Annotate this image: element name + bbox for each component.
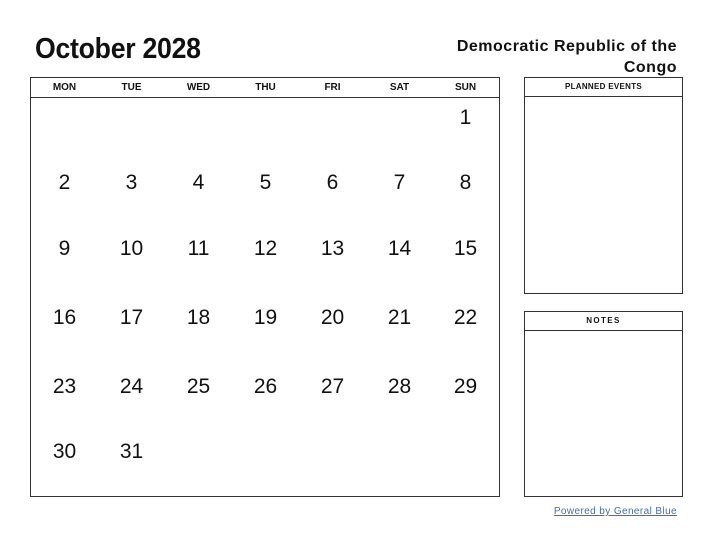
notes-header: NOTES <box>525 312 682 331</box>
day-cell: 8 <box>459 171 472 194</box>
day-cell: 20 <box>320 306 345 329</box>
day-cell: 30 <box>52 440 77 463</box>
weekday-sun: SUN <box>454 82 477 93</box>
day-cell: 5 <box>259 171 272 194</box>
day-cell: 9 <box>58 237 71 260</box>
day-cell: 25 <box>186 375 211 398</box>
day-cell: 21 <box>387 306 412 329</box>
weekday-fri: FRI <box>324 82 341 93</box>
day-cell: 19 <box>253 306 278 329</box>
day-cell: 16 <box>52 306 77 329</box>
country-name: Democratic Republic of the Congo <box>456 38 677 76</box>
day-cell: 26 <box>253 375 278 398</box>
day-cell: 24 <box>119 375 144 398</box>
weekday-sat: SAT <box>389 82 410 93</box>
weekday-tue: TUE <box>121 82 142 93</box>
day-cell: 27 <box>320 375 345 398</box>
day-cell: 4 <box>192 171 205 194</box>
day-cell: 17 <box>119 306 144 329</box>
day-cell: 6 <box>326 171 339 194</box>
day-cell: 7 <box>393 171 406 194</box>
weekday-wed: WED <box>186 82 211 93</box>
day-cell: 31 <box>119 440 144 463</box>
day-cell: 14 <box>387 237 412 260</box>
notes-panel <box>524 311 683 497</box>
day-cell: 23 <box>52 375 77 398</box>
calendar-title: October 2028 <box>35 33 201 65</box>
weekday-thu: THU <box>255 82 276 93</box>
day-cell: 18 <box>186 306 211 329</box>
day-cell: 13 <box>320 237 345 260</box>
day-cell: 3 <box>125 171 138 194</box>
day-cell: 10 <box>119 237 144 260</box>
day-cell: 15 <box>453 237 478 260</box>
day-cell: 1 <box>459 106 472 129</box>
powered-by-link[interactable]: Powered by General Blue <box>553 506 677 517</box>
day-cell: 22 <box>453 306 478 329</box>
day-cell: 29 <box>453 375 478 398</box>
day-cell: 12 <box>253 237 278 260</box>
calendar-grid <box>30 77 500 497</box>
planned-events-panel <box>524 77 683 294</box>
day-cell: 28 <box>387 375 412 398</box>
day-cell: 11 <box>187 237 210 260</box>
planned-events-header: PLANNED EVENTS <box>525 78 682 97</box>
weekday-header-row <box>31 78 499 98</box>
weekday-mon: MON <box>52 82 77 93</box>
day-cell: 2 <box>58 171 71 194</box>
